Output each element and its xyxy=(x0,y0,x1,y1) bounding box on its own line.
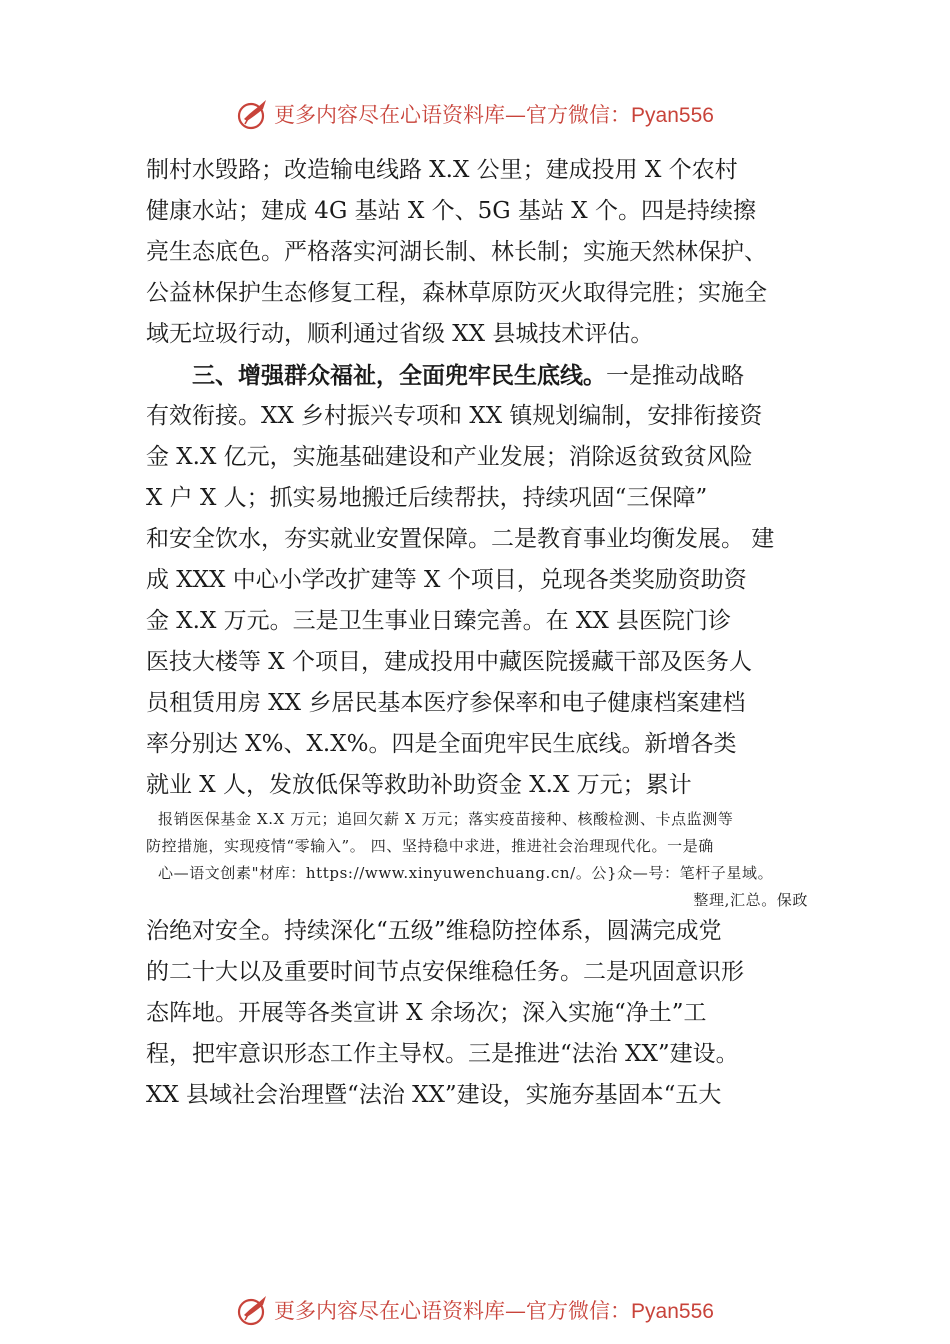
banner-wechat-id: Pyan556 xyxy=(631,104,714,127)
inserted-small-text xyxy=(146,806,808,914)
banner-site: 更多内容尽在心语资料库 xyxy=(274,1299,506,1323)
footer-banner xyxy=(0,1290,950,1330)
text-line: 域无垃圾行动，顺利通过省级 XX 县城技术评估。 xyxy=(146,321,654,347)
banner-wechat-id: Pyan556 xyxy=(631,1300,714,1323)
text-line: 制村水毁路；改造输电线路 X.X 公里；建成投用 X 个农村 xyxy=(146,157,738,183)
text-line: 的二十大以及重要时间节点安保维稳任务。二是巩固意识形 xyxy=(146,959,744,985)
text-line: 态阵地。开展等各类宣讲 X 余场次；深入实施“净土”工 xyxy=(146,1000,707,1026)
header-banner xyxy=(0,94,950,134)
text-line: 金 X.X 亿元，实施基础建设和产业发展；消除返贫致贫风险 xyxy=(146,444,753,470)
text-line: 和安全饮水，夯实就业安置保障。二是教育事业均衡发展。 建 xyxy=(146,526,775,552)
text-line: 就业 X 人，发放低保等救助补助资金 X.X 万元；累计 xyxy=(146,772,692,798)
banner-separator: — xyxy=(505,103,527,127)
text-line: 有效衔接。XX 乡村振兴专项和 XX 镇规划编制，安排衔接资 xyxy=(146,403,763,429)
section-3-heading: 三、增强群众福祉，全面兜牢民生底线。 xyxy=(192,362,606,389)
text-line: 金 X.X 万元。三是卫生事业日臻完善。在 XX 县医院门诊 xyxy=(146,608,732,634)
quill-logo-icon xyxy=(236,1293,270,1327)
banner-site: 更多内容尽在心语资料库 xyxy=(274,103,506,127)
text-line: 率分别达 X%、X.X%。四是全面兜牢民生底线。新增各类 xyxy=(146,731,737,757)
text-line: XX 县域社会治理暨“法治 XX”建设，实施夯基固本“五大 xyxy=(146,1082,722,1108)
text-line: 健康水站；建成 4G 基站 X 个、5G 基站 X 个。四是持续擦 xyxy=(146,198,756,224)
text-line: X 户 X 人；抓实易地搬迁后续帮扶，持续巩固“三保障” xyxy=(146,485,708,511)
small-text-line: 整理,汇总。保政 xyxy=(693,891,808,909)
paragraph-block-1 xyxy=(146,150,808,806)
banner-text xyxy=(274,99,714,129)
paragraph-block-4 xyxy=(146,911,808,1116)
small-text-line: 心—语文创素"材库：https://www.xinyuwenchuang.cn/。公}众—号：笔杆子星域。 xyxy=(158,864,774,882)
small-text-line: 报销医保基金 X.X 万元；追回欠薪 X 万元；落实疫苗接种、核酸检测、卡点监测等 xyxy=(158,810,734,828)
banner-text xyxy=(274,1295,714,1325)
small-text-line: 防控措施，实现疫情“零输入”。 四、坚持稳中求进，推进社会治理现代化。一是确 xyxy=(146,837,714,855)
section-3-first-line xyxy=(146,355,808,396)
quill-logo-icon xyxy=(236,97,270,131)
text-line: 治绝对安全。持续深化“五级”维稳防控体系，圆满完成党 xyxy=(146,918,722,944)
banner-separator: — xyxy=(505,1299,527,1323)
banner-wechat-label: 官方微信： xyxy=(526,103,632,127)
section-3-first-rest: 一是推动战略 xyxy=(606,363,744,389)
text-line: 医技大楼等 X 个项目，建成投用中藏医院援藏干部及医务人 xyxy=(146,649,752,675)
text-line: 公益林保护生态修复工程，森林草原防灭火取得完胜；实施全 xyxy=(146,280,767,306)
banner-wechat-label: 官方微信： xyxy=(526,1299,632,1323)
text-line: 程，把牢意识形态工作主导权。三是推进“法治 XX”建设。 xyxy=(146,1041,739,1067)
text-line: 亮生态底色。严格落实河湖长制、林长制；实施天然林保护、 xyxy=(146,239,767,265)
text-line: 成 XXX 中心小学改扩建等 X 个项目，兑现各类奖励资助资 xyxy=(146,567,747,593)
text-line: 员租赁用房 XX 乡居民基本医疗参保率和电子健康档案建档 xyxy=(146,690,746,716)
